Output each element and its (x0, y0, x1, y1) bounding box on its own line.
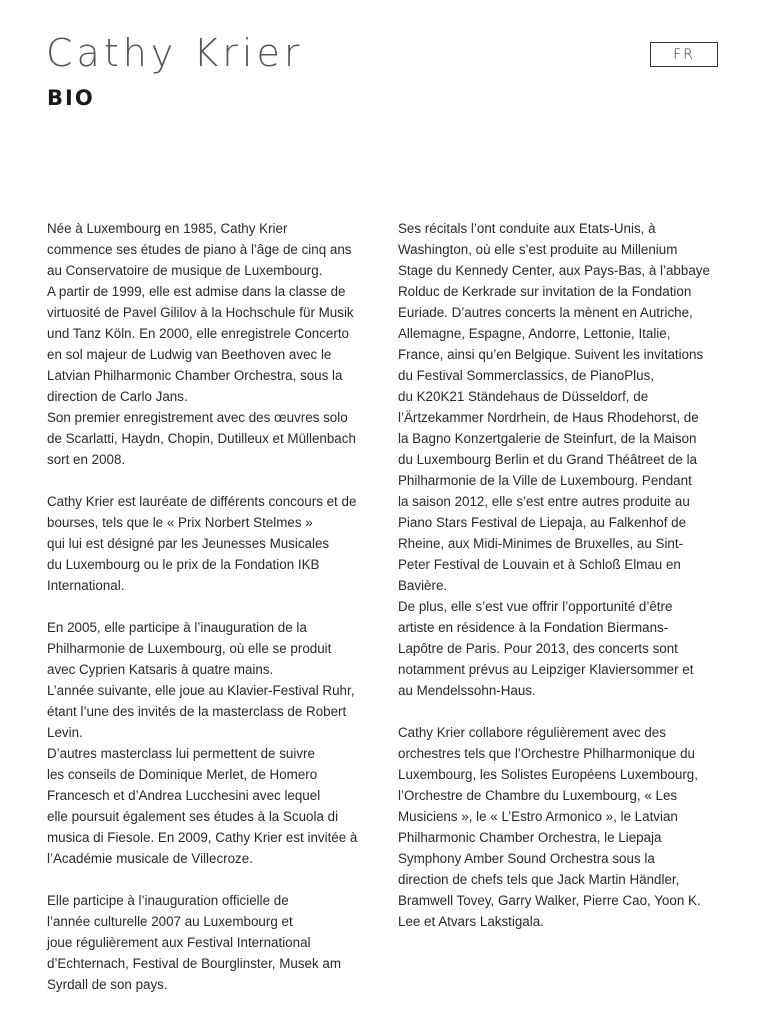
text-line: Philharmonie de Luxembourg, où elle se produit (47, 641, 332, 656)
text-line: Latvian Philharmonic Chamber Orchestra, sous la (47, 368, 343, 383)
text-line: Rheine, aux Midi-Minimes de Bruxelles, au Sint- (398, 536, 684, 551)
text-line: Lee et Atvars Lakstigala. (398, 914, 544, 929)
text-line: orchestres tels que l’Orchestre Philharmonique du (398, 746, 695, 761)
text-line: Cathy Krier est lauréate de différents concours et de (47, 494, 357, 509)
bio-paragraph (47, 218, 377, 470)
text-line: l’Académie musicale de Villecroze. (47, 851, 253, 866)
text-line: virtuosité de Pavel Gililov à la Hochschule für Musik (47, 305, 354, 320)
text-line: Symphony Amber Sound Orchestra sous la (398, 851, 655, 866)
bio-right-column (398, 218, 730, 953)
text-line: du Festival Sommerclassics, de PianoPlus, (398, 368, 655, 383)
text-line: bourses, tels que le « Prix Norbert Stelmes » (47, 515, 313, 530)
text-line: au Conservatoire de musique de Luxembourg. (47, 263, 323, 278)
text-line: musica di Fiesole. En 2009, Cathy Krier est invitée à (47, 830, 358, 845)
text-line: Cathy Krier collabore régulièrement avec des (398, 725, 666, 740)
text-line: International. (47, 578, 125, 593)
bio-paragraph (398, 722, 730, 932)
text-line: D’autres masterclass lui permettent de suivre (47, 746, 315, 761)
text-line: Francesch et d’Andrea Lucchesini avec lequel (47, 788, 321, 803)
text-line: Née à Luxembourg en 1985, Cathy Krier (47, 221, 288, 236)
text-line: France, ainsi qu’en Belgique. Suivent les invitations (398, 347, 704, 362)
text-line: au Mendelssohn-Haus. (398, 683, 536, 698)
text-line: la Bagno Konzertgalerie de Steinfurt, de la Maison (398, 431, 697, 446)
text-line: Philharmonie de la Ville de Luxembourg. Pendant (398, 473, 692, 488)
text-line: artiste en résidence à la Fondation Biermans- (398, 620, 669, 635)
text-line: l’Orchestre de Chambre du Luxembourg, « Les (398, 788, 678, 803)
text-line: direction de chefs tels que Jack Martin Händler, (398, 872, 680, 887)
text-line: Syrdall de son pays. (47, 977, 168, 992)
text-line: étant l’une des invités de la masterclass de Robert (47, 704, 347, 719)
text-line: l’Ärtzekammer Nordrhein, de Haus Rhodehorst, de (398, 410, 699, 425)
text-line: Musiciens », le « L’Estro Armonico », le Latvian (398, 809, 678, 824)
page-title: Cathy Krier (46, 31, 304, 75)
text-line: Bramwell Tovey, Garry Walker, Pierre Cao, Yoon K. (398, 893, 701, 908)
text-line: l’année culturelle 2007 au Luxembourg et (47, 914, 293, 929)
text-line: Peter Festival de Louvain et à Schloß Elmau en (398, 557, 681, 572)
text-line: Lapôtre de Paris. Pour 2013, des concerts sont (398, 641, 678, 656)
text-line: Luxembourg, les Solistes Européens Luxembourg, (398, 767, 698, 782)
text-line: L’année suivante, elle joue au Klavier-Festival Ruhr, (47, 683, 355, 698)
text-line: du K20K21 Ständehaus de Düsseldorf, de (398, 389, 649, 404)
text-line: de Scarlatti, Haydn, Chopin, Dutilleux et Müllenbach (47, 431, 356, 446)
text-line: Elle participe à l’inauguration officielle de (47, 893, 289, 908)
text-line: avec Cyprien Katsaris à quatre mains. (47, 662, 274, 677)
text-line: Stage du Kennedy Center, aux Pays-Bas, à l’abbaye (398, 263, 710, 278)
text-line: sort en 2008. (47, 452, 126, 467)
text-line: A partir de 1999, elle est admise dans la classe de (47, 284, 346, 299)
text-line: commence ses études de piano à l’âge de cinq ans (47, 242, 352, 257)
text-line: elle poursuit également ses études à la Scuola di (47, 809, 339, 824)
text-line: En 2005, elle participe à l’inauguration de la (47, 620, 307, 635)
text-line: qui lui est désigné par les Jeunesses Musicales (47, 536, 330, 551)
section-heading: BIO (47, 86, 95, 110)
text-line: De plus, elle s’est vue offrir l’opportunité d’être (398, 599, 673, 614)
bio-paragraph (47, 890, 377, 995)
text-line: du Luxembourg ou le prix de la Fondation IKB (47, 557, 320, 572)
text-line: Son premier enregistrement avec des œuvres solo (47, 410, 348, 425)
text-line: Bavière. (398, 578, 448, 593)
text-line: d’Echternach, Festival de Bourglinster, Musek am (47, 956, 341, 971)
bio-paragraph (398, 218, 730, 701)
text-line: notamment prévus au Leipziger Klaviersommer et (398, 662, 694, 677)
text-line: joue régulièrement aux Festival International (47, 935, 311, 950)
text-line: Washington, où elle s’est produite au Millenium (398, 242, 678, 257)
text-line: les conseils de Dominique Merlet, de Homero (47, 767, 318, 782)
text-line: Euriade. D’autres concerts la mènent en Autriche, (398, 305, 693, 320)
text-line: Philharmonic Chamber Orchestra, le Liepaja (398, 830, 662, 845)
text-line: Allemagne, Espagne, Andorre, Lettonie, Italie, (398, 326, 671, 341)
text-line: Rolduc de Kerkrade sur invitation de la Fondation (398, 284, 692, 299)
text-line: direction de Carlo Jans. (47, 389, 188, 404)
bio-left-column (47, 218, 377, 1016)
text-line: du Luxembourg Berlin et du Grand Théâtreet de la (398, 452, 698, 467)
text-line: la saison 2012, elle s’est entre autres produite au (398, 494, 690, 509)
text-line: en sol majeur de Ludwig van Beethoven avec le (47, 347, 332, 362)
text-line: und Tanz Köln. En 2000, elle enregistrele Concerto (47, 326, 349, 341)
bio-paragraph (47, 617, 377, 869)
bio-paragraph (47, 491, 377, 596)
text-line: Levin. (47, 725, 83, 740)
text-line: Piano Stars Festival de Liepaja, au Falkenhof de (398, 515, 687, 530)
language-badge[interactable]: FR (650, 42, 718, 67)
text-line: Ses récitals l’ont conduite aux Etats-Unis, à (398, 221, 656, 236)
